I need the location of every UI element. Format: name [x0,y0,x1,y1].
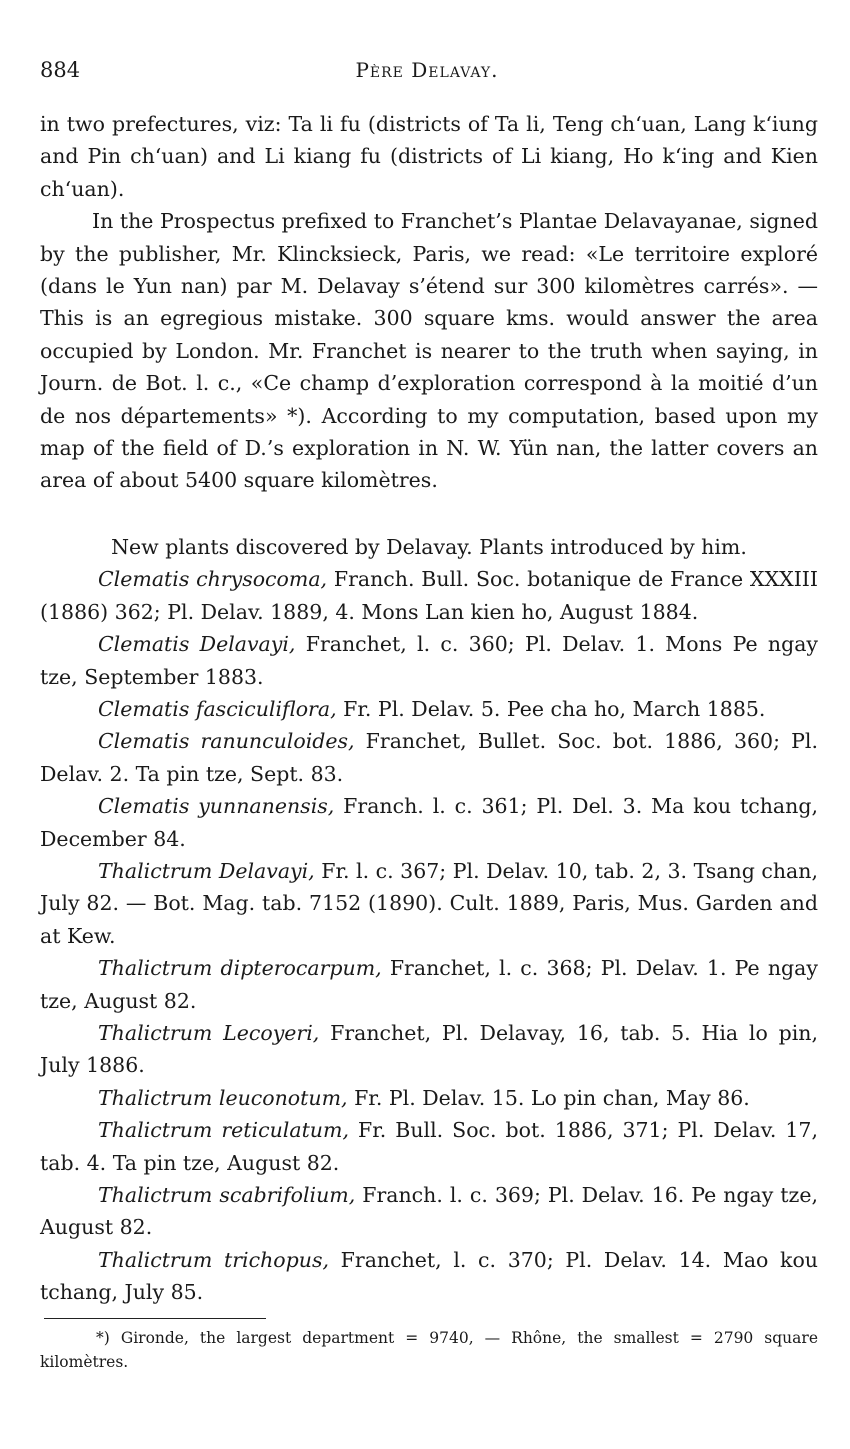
species-name: Clematis chrysocoma, [98,567,328,592]
species-name: Thalictrum Delavayi, [98,858,315,883]
entry-citation: Franchet, Bullet. Soc. bot. 1886, 360; Pl. Delav. 2. Ta pin tze, Sept. 83. [40,729,818,786]
species-name: Clematis yunnanensis, [98,794,335,819]
species-name: Thalictrum scabrifolium, [98,1183,356,1207]
plant-entry [40,1017,818,1082]
entry-citation: Franch. l. c. 369; Pl. Delav. 16. Pe ngay tze, August 82. [40,1183,818,1240]
footnote-rule [44,1318,266,1319]
entry-citation: Fr. Pl. Delav. 5. Pee cha ho, March 1885. [336,696,766,721]
intro-paragraph: in two prefectures, viz: Ta li fu (districts of Ta li, Teng chʻuan, Lang kʻiung and Pin chʻuan) and Li kiang fu (districts of Li kiang, Ho kʻing and Kien chʻuan). [40,112,818,201]
species-name: Clematis fasciculiflora, [98,696,337,721]
entry-citation: Franch. Bull. Soc. botanique de France XXXIII (1886) 362; Pl. Delav. 1889, 4. Mons Lan kien ho, August 1884. [40,567,818,624]
species-name: Clematis ranunculoides, [98,729,355,754]
species-name: Clematis Delavayi, [98,632,296,657]
footnote: *) Gironde, the largest department = 9740, — Rhône, the smallest = 2790 square kilomètres. [40,1329,818,1371]
entry-citation: Fr. l. c. 367; Pl. Delav. 10, tab. 2, 3. Tsang chan, July 82. — Bot. Mag. tab. 7152 (1890). Cult. 1889, Paris, Mus. Garden and at Kew. [40,858,818,948]
running-title: Père Delavay. [355,58,499,82]
entry-citation: Franchet, l. c. 360; Pl. Delav. 1. Mons Pe ngay tze, September 1883. [40,632,818,689]
page-header [40,58,814,88]
plant-entry [40,1082,818,1114]
plant-entry [40,952,818,1017]
plant-entry [40,1244,818,1309]
plant-entry [40,1179,818,1244]
plant-entry [40,563,818,628]
plant-entry [40,628,818,693]
entry-citation: Franch. l. c. 361; Pl. Del. 3. Ma kou tchang, December 84. [40,794,818,851]
plant-entry [40,725,818,790]
entry-citation: Franchet, l. c. 368; Pl. Delav. 1. Pe ngay tze, August 82. [40,956,818,1013]
entry-citation: Fr. Pl. Delav. 15. Lo pin chan, May 86. [347,1085,750,1110]
species-name: Thalictrum reticulatum, [98,1118,349,1143]
entry-citation: Fr. Bull. Soc. bot. 1886, 371; Pl. Delav. 17, tab. 4. Ta pin tze, August 82. [40,1118,818,1175]
species-name: Thalictrum trichopus, [98,1247,330,1272]
intro-paragraph: In the Prospectus prefixed to Franchet’s Plantae Delavayanae, signed by the publisher, Mr. Klincksieck, Paris, we read: «Le territoire exploré (dans le Yun nan) par M. Delavay s’étend sur 300 kilomètres carrés». — This is an egregious mistake. 300 square kms. would answer the area occupied by London. Mr. Franchet is nearer to the truth when saying, in Journ. de Bot. l. c., «Ce champ d’exploration correspond à la moitié d’un de nos départements» *). According to my computation, based upon my map of the field of D.’s exploration in N. W. Yün nan, the latter covers an area of about 5400 square kilomètres. [40,209,818,493]
section-heading: New plants discovered by Delavay. Plants introduced by him. [111,534,747,559]
species-name: Thalictrum leuconotum, [98,1085,348,1110]
plant-entry [40,1114,818,1179]
plant-entry [40,790,818,855]
species-name: Thalictrum dipterocarpum, [98,956,382,981]
page-number: 884 [40,58,81,82]
species-name: Thalictrum Lecoyeri, [98,1020,320,1045]
plant-entry [40,693,818,725]
main-text [40,108,818,1309]
entry-citation: Franchet, l. c. 370; Pl. Delav. 14. Mao kou tchang, July 85. [40,1247,818,1305]
plant-entry [40,855,818,952]
entry-citation: Franchet, Pl. Delavay, 16, tab. 5. Hia lo pin, July 1886. [40,1020,818,1078]
